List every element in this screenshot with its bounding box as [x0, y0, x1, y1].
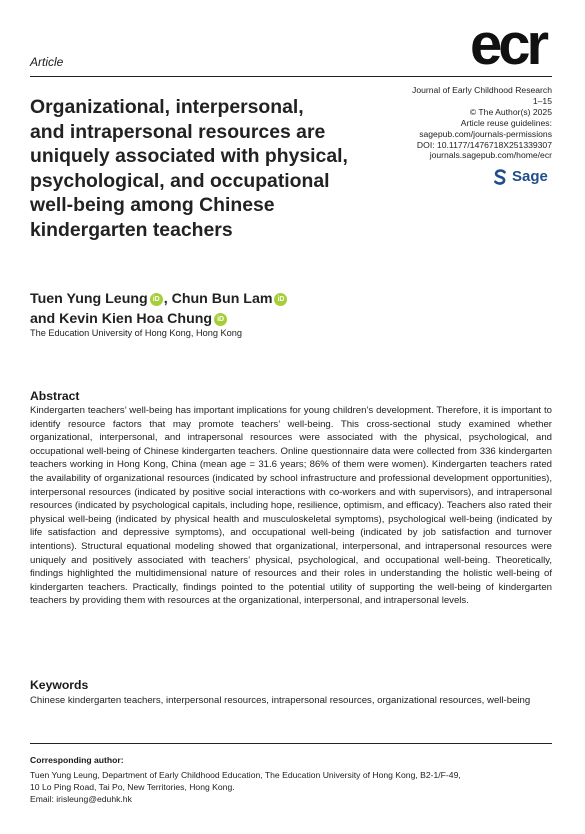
article-title: [30, 95, 390, 243]
copyright: © The Author(s) 2025: [469, 106, 552, 117]
permissions-link[interactable]: sagepub.com/journals-permissions: [419, 128, 552, 139]
abstract-heading: Abstract: [30, 389, 80, 403]
corresponding-address-line: Tuen Yung Leung, Department of Early Childhood Education, The Education University of Hong Kong, B2-1/F-49,: [30, 770, 461, 780]
title-line: uniquely associated with physical,: [30, 145, 348, 168]
author-list: [30, 289, 288, 329]
sage-icon: [493, 169, 507, 185]
title-line: Organizational, interpersonal,: [30, 96, 304, 118]
publisher-logo: [493, 168, 548, 185]
publisher-name: Sage: [512, 168, 548, 185]
corresponding-author-details: [30, 769, 552, 806]
corresponding-address-line: 10 Lo Ping Road, Tai Po, New Territories, Hong Kong.: [30, 782, 235, 793]
article-type-label: Article: [30, 55, 64, 69]
doi[interactable]: DOI: 10.1177/1476718X251339307: [416, 139, 552, 150]
orcid-icon[interactable]: iD: [274, 293, 287, 306]
keywords-text: Chinese kindergarten teachers, interpersonal resources, intrapersonal resources, organizational resources, well-being: [30, 695, 531, 706]
author-name: and Kevin Kien Hoa Chung: [30, 311, 213, 327]
journal-home-link[interactable]: journals.sagepub.com/home/ecr: [429, 150, 552, 161]
corresponding-author-heading: Corresponding author:: [30, 755, 124, 765]
author-affiliation: The Education University of Hong Kong, Hong Kong: [30, 328, 242, 338]
abstract-text: Kindergarten teachers’ well-being has important implications for young children’s development. Therefore, it is important to identify resource factors that may promote teachers’ well-being. This cross-sectional study examined whether organizational, interpersonal, and intrapersonal resources were associated with the physical, psychological, and occupational well-being of Chinese kindergarten teachers. Online questionnaire data were collected from 336 kindergarten teachers working in Hong Kong, China (mean age = 31.6 years; 86% of them were women). Kindergarten teachers rated the availability of organizational resources (indicated by school infrastructure and professional development opportunities), interpersonal resources (indicated by positive social interactions with co-workers and with supervisors), and intrapersonal resources (indicated by psychological capitals, including hope, resilience, optimism, and efficacy). Teachers also rated their physical well-being (indicated by physical health and musculoskeletal symptoms), psychological well-being (indicated by life satisfaction and depressive symptoms), and occupational well-being (indicated by job satisfaction and turnover intentions). Structural equational modeling showed that organizational, interpersonal, and intrapersonal resources were uniquely and positively associated with teachers’ physical, psychological, and occupational well-being. Theoretically, findings highlighted the multidimensional nature of resources and their roles in understanding the holistic well-being of kindergarten teachers. Practically, findings pointed to the potential utility of supporting the well-being of kindergarten teachers by providing them with resources at the organizational, interpersonal, and intrapersonal levels.: [30, 405, 552, 607]
keywords-heading: Keywords: [30, 678, 89, 692]
corresponding-email[interactable]: Email: irisleung@eduhk.hk: [30, 794, 132, 805]
orcid-icon[interactable]: iD: [214, 313, 227, 326]
title-line: kindergarten teachers: [30, 218, 233, 241]
journal-name: Journal of Early Childhood Research: [412, 85, 552, 95]
reuse-guidelines-label: Article reuse guidelines:: [460, 117, 552, 128]
title-line: and intrapersonal resources are: [30, 120, 326, 143]
orcid-icon[interactable]: iD: [150, 293, 163, 306]
title-line: psychological, and occupational: [30, 169, 330, 192]
title-line: well-being among Chinese: [30, 194, 275, 217]
journal-logo: ecr: [470, 12, 546, 77]
author-name: Tuen Yung Leung: [30, 291, 148, 307]
author-name: Chun Bun Lam: [171, 291, 273, 307]
footer-divider: [30, 743, 552, 744]
author-separator: ,: [163, 291, 172, 307]
page-range: 1–15: [532, 95, 552, 106]
